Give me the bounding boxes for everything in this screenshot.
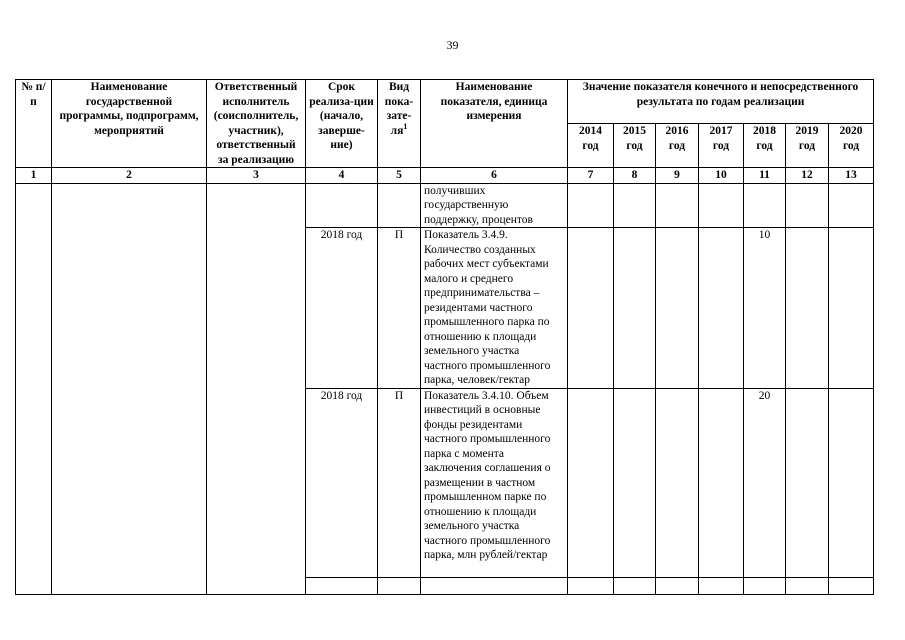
cell-value xyxy=(568,388,614,577)
column-number: 11 xyxy=(744,168,786,184)
cell-value xyxy=(699,228,744,389)
cell-kind: П xyxy=(378,388,421,577)
cell-value xyxy=(786,183,829,228)
cell-value: 20 xyxy=(744,388,786,577)
header-year: 2018 год xyxy=(744,124,786,168)
cell-indicator: получивших государственную поддержку, процентов xyxy=(421,183,568,228)
cell-value xyxy=(699,388,744,577)
cell-value xyxy=(614,183,656,228)
column-number: 6 xyxy=(421,168,568,184)
cell-value xyxy=(568,228,614,389)
header-year: 2015 год xyxy=(614,124,656,168)
cell-value xyxy=(829,228,874,389)
indicator-table xyxy=(15,79,874,595)
column-number: 12 xyxy=(786,168,829,184)
cell-value xyxy=(656,388,699,577)
cell-indicator: Показатель 3.4.10. Объем инвестиций в основные фонды резидентами частного промышленного парка с момента заключения соглашения о размещении в частном промышленном парке по отношению к площади земельного участка частного промышленного парка, млн рублей/гектар xyxy=(421,388,568,577)
cell-value xyxy=(656,183,699,228)
column-number: 1 xyxy=(16,168,52,184)
cell-program xyxy=(52,183,207,594)
cell-term: 2018 год xyxy=(306,388,378,577)
cell-empty xyxy=(568,577,614,594)
cell-empty xyxy=(614,577,656,594)
column-number: 3 xyxy=(207,168,306,184)
header-number: № п/п xyxy=(16,80,52,168)
cell-term: 2018 год xyxy=(306,228,378,389)
header-year: 2016 год xyxy=(656,124,699,168)
cell-value: 10 xyxy=(744,228,786,389)
header-indicator: Наименование показателя, единица измерения xyxy=(421,80,568,168)
cell-value xyxy=(568,183,614,228)
header-row-1 xyxy=(16,80,874,124)
column-number: 4 xyxy=(306,168,378,184)
column-number: 9 xyxy=(656,168,699,184)
column-number-row xyxy=(16,168,874,184)
cell-value xyxy=(829,183,874,228)
column-number: 2 xyxy=(52,168,207,184)
cell-value xyxy=(656,228,699,389)
cell-kind: П xyxy=(378,228,421,389)
cell-empty xyxy=(421,577,568,594)
cell-value xyxy=(744,183,786,228)
column-number: 8 xyxy=(614,168,656,184)
header-values-group: Значение показателя конечного и непосредственного результата по годам реализации xyxy=(568,80,874,124)
cell-empty xyxy=(829,577,874,594)
column-number: 13 xyxy=(829,168,874,184)
cell-empty xyxy=(786,577,829,594)
cell-indicator: Показатель 3.4.9. Количество созданных рабочих мест субъектами малого и среднего предпринимательства – резидентами частного промышленного парка по отношению к площади земельного участка частного промышленного парка, человек/гектар xyxy=(421,228,568,389)
header-year: 2020 год xyxy=(829,124,874,168)
cell-value xyxy=(786,388,829,577)
cell-kind xyxy=(378,183,421,228)
table-row xyxy=(16,183,874,228)
header-year: 2014 год xyxy=(568,124,614,168)
cell-term xyxy=(306,183,378,228)
header-executor: Ответственный исполнитель (соисполнитель, участник), ответственный за реализацию xyxy=(207,80,306,168)
column-number: 10 xyxy=(699,168,744,184)
cell-value xyxy=(614,388,656,577)
cell-value xyxy=(699,183,744,228)
cell-executor xyxy=(207,183,306,594)
cell-empty xyxy=(744,577,786,594)
cell-value xyxy=(786,228,829,389)
cell-empty xyxy=(378,577,421,594)
header-term: Срок реализа-ции (начало, заверше-ние) xyxy=(306,80,378,168)
cell-value xyxy=(614,228,656,389)
column-number: 7 xyxy=(568,168,614,184)
cell-empty xyxy=(306,577,378,594)
header-kind: Вид пока-$зате-ля^1$ xyxy=(378,80,421,168)
cell-empty xyxy=(656,577,699,594)
header-year: 2017 год xyxy=(699,124,744,168)
header-program: Наименование государственной программы, подпрограмм, мероприятий xyxy=(52,80,207,168)
cell-empty xyxy=(699,577,744,594)
cell-number xyxy=(16,183,52,594)
column-number: 5 xyxy=(378,168,421,184)
page-number: 39 xyxy=(446,38,459,52)
header-kind-footnote: 1 xyxy=(403,121,408,131)
header-year: 2019 год xyxy=(786,124,829,168)
cell-value xyxy=(829,388,874,577)
